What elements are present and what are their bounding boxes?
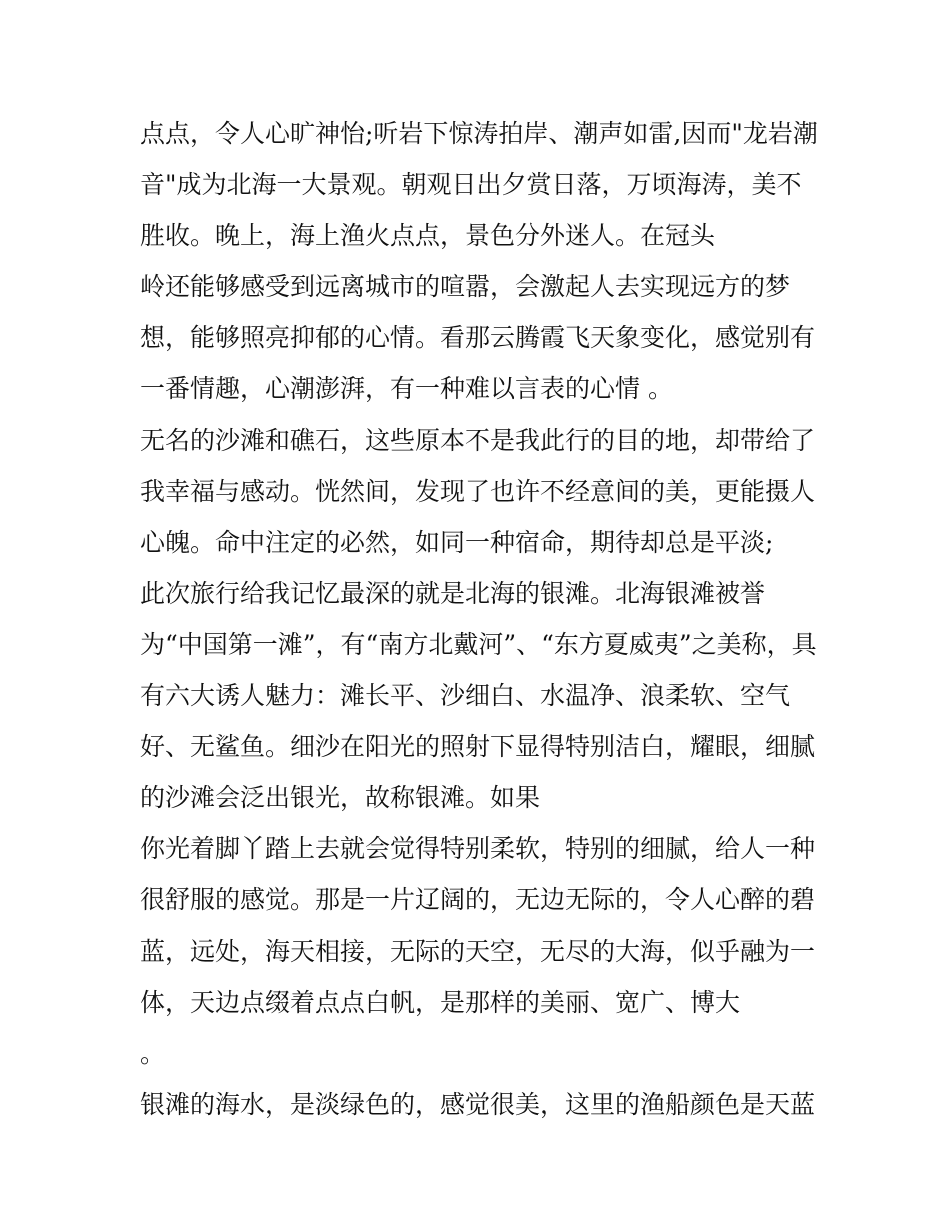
text-line: 我幸福与感动。恍然间，发现了也许不经意间的美，更能摄人 [140,476,816,506]
document-text [140,108,820,1130]
text-line: 你光着脚丫踏上去就会觉得特别柔软，特别的细腻，给人一种 [140,834,816,864]
text-line: 心魄。命中注定的必然，如同一种宿命，期待却总是平淡; [140,527,774,557]
text-line: 。 [140,1038,166,1068]
text-line: 无名的沙滩和礁石，这些原本不是我此行的目的地，却带给了 [140,425,816,455]
text-line: 有六大诱人魅力：滩长平、沙细白、水温净、浪柔软、空气 [140,681,791,711]
text-line: 很舒服的感觉。那是一片辽阔的，无边无际的，令人心醉的碧 [140,885,816,915]
text-line: 胜收。晚上，海上渔火点点，景色分外迷人。在冠头 [140,221,716,251]
text-line: 好、无鲨鱼。细沙在阳光的照射下显得特别洁白，耀眼，细腻 [140,732,816,762]
text-line: 点点，令人心旷神怡;听岩下惊涛拍岸、潮声如雷,因而"龙岩潮 [140,119,818,148]
text-line: 想，能够照亮抑郁的心情。看那云腾霞飞天象变化，感觉别有 [140,323,816,353]
text-line: 的沙滩会泛出银光，故称银滩。如果 [140,783,541,813]
text-line: 为“中国第一滩”，有“南方北戴河”、“东方夏威夷”之美称，具 [140,629,817,659]
text-line: 一番情趣，心潮澎湃，有一种难以言表的心情 。 [140,374,673,404]
text-line: 体，天边点缀着点点白帆，是那样的美丽、宽广、博大 [140,987,741,1017]
text-line: 音"成为北海一大景观。朝观日出夕赏日落，万顷海涛，美不 [140,170,802,200]
text-line: 此次旅行给我记忆最深的就是北海的银滩。北海银滩被誉 [140,578,766,608]
text-line: 银滩的海水，是淡绿色的，感觉很美，这里的渔船颜色是天蓝 [140,1089,816,1119]
text-line: 岭还能够感受到远离城市的喧嚣，会激起人去实现远方的梦 [140,272,791,302]
text-line: 蓝，远处，海天相接，无际的天空，无尽的大海，似乎融为一 [140,936,816,966]
